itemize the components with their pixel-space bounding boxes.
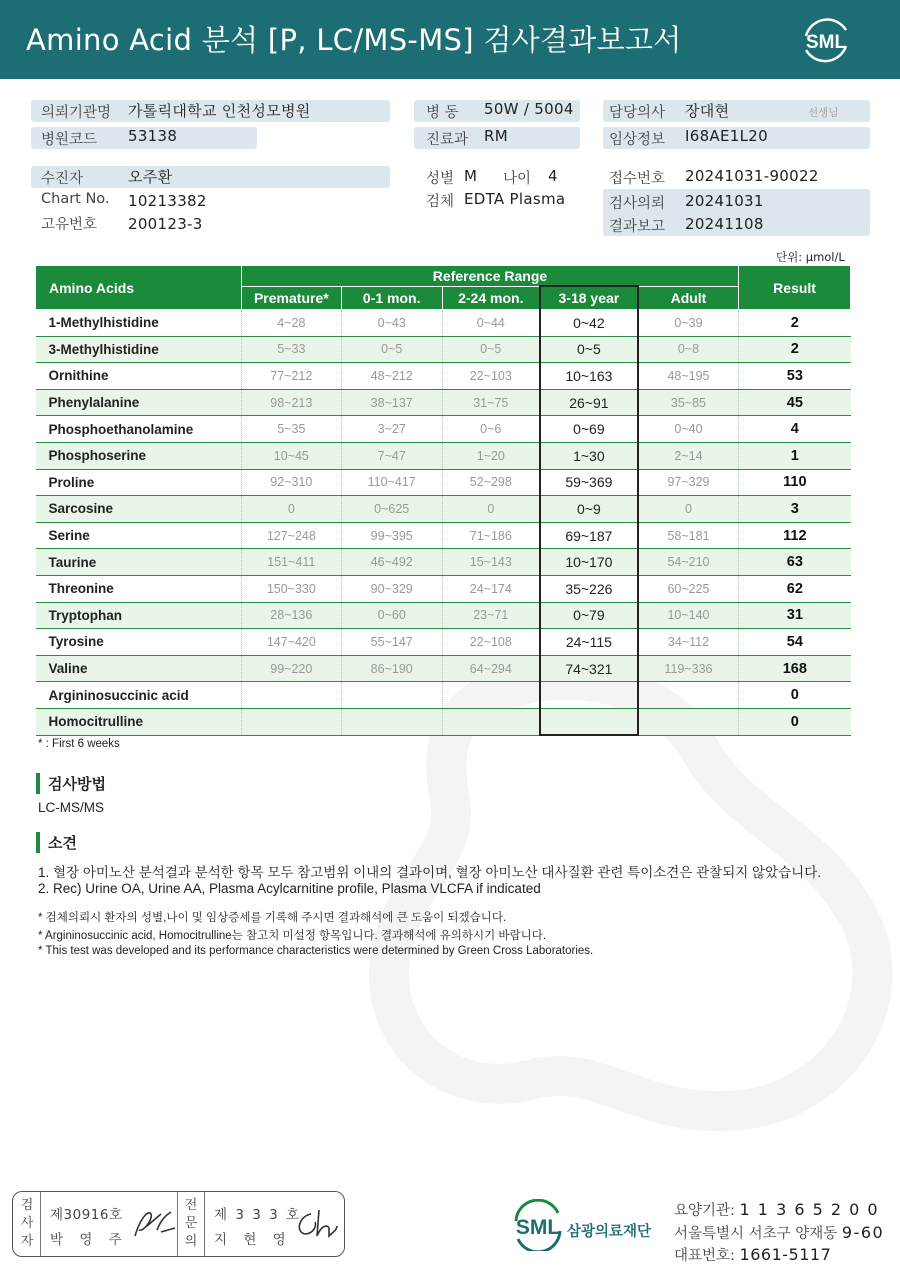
institution-label: 의뢰기관명 [41,105,112,121]
amino-acid-name: Tryptophan [36,602,242,629]
range-3-18year: 24~115 [540,629,638,656]
signature-box [12,1191,345,1257]
chart-no-label: Chart No. [41,191,110,207]
amino-acid-name: Homocitrulline [36,708,242,735]
adult-range [638,708,739,735]
adult-range: 97~329 [638,469,739,496]
range-0-1mon: 3~27 [341,416,442,443]
col-adult-header: Adult [638,286,739,309]
premature-range: 127~248 [241,522,341,549]
range-3-18year: 0~42 [540,310,638,337]
specimen-label: 검체 [426,194,455,210]
examiner-signature-icon [131,1206,177,1242]
report-date-value: 20241108 [685,215,764,233]
premature-range: 151~411 [241,549,341,576]
adult-range: 54~210 [638,549,739,576]
table-footnote: * : First 6 weeks [38,738,120,750]
table-row [36,442,851,469]
unique-no-label: 고유번호 [41,217,98,233]
table-row [36,549,851,576]
amino-table-body [36,310,851,736]
range-0-1mon: 110~417 [341,469,442,496]
range-3-18year: 0~79 [540,602,638,629]
premature-range: 99~220 [241,655,341,682]
note-line-1: * 검체의뢰시 환자의 성별,나이 및 임상증세를 기록해 주시면 결과해석에 큰 도움이 되겠습니다. [38,912,507,924]
hospital-code-label: 병원코드 [41,132,98,148]
finding-line-2: 2. Rec) Urine OA, Urine AA, Plasma Acylcarnitine profile, Plasma VLCFA if indicated [38,881,541,896]
premature-range: 28~136 [241,602,341,629]
premature-range: 98~213 [241,389,341,416]
result-value: 2 [739,310,851,337]
report-title: Amino Acid 분석 [P, LC/MS-MS] 검사결과보고서 [26,23,682,57]
range-0-1mon: 38~137 [341,389,442,416]
clinical-label: 임상정보 [609,132,666,148]
range-2-24mon: 15~143 [442,549,540,576]
table-row [36,389,851,416]
range-0-1mon: 0~5 [341,336,442,363]
premature-range: 4~28 [241,310,341,337]
adult-range: 10~140 [638,602,739,629]
receipt-label: 접수번호 [609,171,666,187]
col-3-18year-header: 3-18 year [540,286,638,309]
range-0-1mon: 46~492 [341,549,442,576]
patient-name-value: 오주환 [128,168,173,186]
sex-value: M [464,167,478,185]
footer-org-name: 삼광의료재단 [567,1224,652,1240]
range-2-24mon: 22~108 [442,629,540,656]
specimen-value: EDTA Plasma [464,190,566,208]
specialist-number: 제 3 3 3 호 [214,1207,302,1223]
adult-range [638,682,739,709]
adult-range: 34~112 [638,629,739,656]
result-value: 168 [739,655,851,682]
adult-range: 48~195 [638,363,739,390]
note-line-3: * This test was developed and its performance characteristics were determined by Green Cross Laboratories. [38,945,594,957]
examiner-number: 제30916호 [50,1207,123,1223]
range-3-18year: 10~163 [540,363,638,390]
table-row [36,522,851,549]
table-row [36,310,851,337]
result-value: 3 [739,496,851,523]
svg-text:SML: SML [515,1216,561,1239]
col-2-24mon-header: 2-24 mon. [442,286,540,309]
doctor-label: 담당의사 [609,105,666,121]
dept-value: RM [484,127,508,145]
table-row [36,655,851,682]
result-value: 110 [739,469,851,496]
chart-no-value: 10213382 [128,192,207,210]
finding-line-1: 1. 혈장 아미노산 분석결과 분석한 항목 모두 참고범위 이내의 결과이며, 혈장 아미노산 대사질환 관련 특이소견은 관찰되지 않았습니다. [38,865,821,880]
range-2-24mon: 0 [442,496,540,523]
result-value: 62 [739,575,851,602]
amino-acid-name: Threonine [36,575,242,602]
adult-range: 60~225 [638,575,739,602]
adult-range: 0~8 [638,336,739,363]
sml-logo-icon [798,12,854,68]
age-label: 나이 [503,171,532,187]
range-3-18year [540,682,638,709]
result-value: 1 [739,442,851,469]
dept-label: 진료과 [426,132,469,148]
range-3-18year: 35~226 [540,575,638,602]
specialist-name: 지 현 영 [214,1232,292,1248]
request-date-value: 20241031 [685,192,764,210]
adult-range: 0~39 [638,310,739,337]
range-2-24mon: 0~6 [442,416,540,443]
ward-label: 병 동 [426,105,459,121]
range-3-18year: 0~5 [540,336,638,363]
table-row [36,682,851,709]
report-date-label: 결과보고 [609,219,666,235]
institution-code: 요양기관: 1 1 3 6 5 2 0 0 [674,1200,880,1219]
sex-label: 성별 [426,171,455,187]
range-0-1mon: 86~190 [341,655,442,682]
premature-range: 5~35 [241,416,341,443]
range-0-1mon: 0~43 [341,310,442,337]
adult-range: 58~181 [638,522,739,549]
amino-acid-name: Phosphoserine [36,442,242,469]
examiner-label: 검 사 자 [20,1198,34,1249]
range-0-1mon: 7~47 [341,442,442,469]
result-value: 63 [739,549,851,576]
amino-acid-name: Tyrosine [36,629,242,656]
result-value: 112 [739,522,851,549]
premature-range: 77~212 [241,363,341,390]
age-value: 4 [548,167,558,185]
range-3-18year [540,708,638,735]
range-0-1mon: 0~60 [341,602,442,629]
doctor-value: 장대현 [685,102,730,120]
amino-acid-name: Phosphoethanolamine [36,416,242,443]
footer-sml-logo-icon [510,1199,566,1251]
adult-range: 35~85 [638,389,739,416]
table-row [36,496,851,523]
amino-acid-name: Ornithine [36,363,242,390]
premature-range: 92~310 [241,469,341,496]
result-value: 53 [739,363,851,390]
range-3-18year: 74~321 [540,655,638,682]
col-premature-header: Premature* [241,286,341,309]
col-0-1mon-header: 0-1 mon. [341,286,442,309]
amino-acid-name: Valine [36,655,242,682]
amino-acid-table [35,265,851,736]
table-row [36,708,851,735]
table-row [36,469,851,496]
clinical-value: I68AE1L20 [685,127,768,145]
result-header: Result [739,266,851,310]
range-0-1mon: 90~329 [341,575,442,602]
amino-acid-name: 1-Methylhistidine [36,310,242,337]
range-2-24mon: 23~71 [442,602,540,629]
patient-name-label: 수진자 [41,171,84,187]
range-0-1mon: 55~147 [341,629,442,656]
range-2-24mon: 1~20 [442,442,540,469]
hospital-code-value: 53138 [128,127,178,145]
report-header [0,0,900,79]
examiner-name: 박 영 주 [50,1232,128,1248]
table-row [36,363,851,390]
range-3-18year: 10~170 [540,549,638,576]
specialist-signature-icon [293,1206,339,1242]
range-3-18year: 1~30 [540,442,638,469]
range-2-24mon: 22~103 [442,363,540,390]
range-3-18year: 69~187 [540,522,638,549]
premature-range [241,708,341,735]
table-row [36,336,851,363]
range-3-18year: 0~69 [540,416,638,443]
adult-range: 0 [638,496,739,523]
result-value: 45 [739,389,851,416]
range-2-24mon [442,682,540,709]
amino-acid-name: Taurine [36,549,242,576]
specialist-label: 전 문 의 [184,1198,198,1249]
table-row [36,416,851,443]
doctor-suffix: 선생님 [808,107,839,119]
footer-address: 서울특별시 서초구 양재동 9-60 [674,1223,885,1242]
range-3-18year: 26~91 [540,389,638,416]
result-value: 4 [739,416,851,443]
range-2-24mon: 31~75 [442,389,540,416]
amino-acid-name: 3-Methylhistidine [36,336,242,363]
patient-bar [31,166,390,188]
institution-value: 가톨릭대학교 인천성모병원 [128,102,311,120]
amino-acids-header: Amino Acids [36,266,242,310]
method-text: LC-MS/MS [38,800,105,815]
result-value: 0 [739,682,851,709]
range-2-24mon: 0~44 [442,310,540,337]
unit-label: 단위: μmol/L [776,250,845,264]
note-line-2: * Argininosuccinic acid, Homocitrulline는 참고치 미설정 항목입니다. 결과해석에 유의하시기 바랍니다. [38,930,547,942]
range-0-1mon: 0~625 [341,496,442,523]
amino-acid-name: Phenylalanine [36,389,242,416]
footer-phone: 대표번호: 1661-5117 [674,1245,832,1264]
adult-range: 0~40 [638,416,739,443]
range-2-24mon: 0~5 [442,336,540,363]
adult-range: 119~336 [638,655,739,682]
range-0-1mon: 99~395 [341,522,442,549]
amino-acid-name: Proline [36,469,242,496]
table-row [36,575,851,602]
findings-title: 소견 [36,832,77,853]
result-value: 54 [739,629,851,656]
range-2-24mon: 24~174 [442,575,540,602]
premature-range: 5~33 [241,336,341,363]
range-0-1mon [341,708,442,735]
premature-range: 150~330 [241,575,341,602]
premature-range [241,682,341,709]
premature-range: 147~420 [241,629,341,656]
range-0-1mon [341,682,442,709]
ward-value: 50W / 5004 [484,100,574,118]
result-value: 0 [739,708,851,735]
table-row [36,629,851,656]
adult-range: 2~14 [638,442,739,469]
amino-acid-name: Argininosuccinic acid [36,682,242,709]
unique-no-value: 200123-3 [128,215,203,233]
request-date-label: 검사의뢰 [609,196,666,212]
reference-range-header: Reference Range [241,266,738,287]
premature-range: 0 [241,496,341,523]
receipt-value: 20241031-90022 [685,167,819,185]
range-3-18year: 59~369 [540,469,638,496]
range-2-24mon [442,708,540,735]
method-title: 검사방법 [36,773,106,794]
range-2-24mon: 71~186 [442,522,540,549]
range-3-18year: 0~9 [540,496,638,523]
range-0-1mon: 48~212 [341,363,442,390]
range-2-24mon: 64~294 [442,655,540,682]
amino-acid-name: Sarcosine [36,496,242,523]
premature-range: 10~45 [241,442,341,469]
range-2-24mon: 52~298 [442,469,540,496]
svg-text:SML: SML [805,32,847,53]
table-row [36,602,851,629]
result-value: 2 [739,336,851,363]
amino-acid-name: Serine [36,522,242,549]
result-value: 31 [739,602,851,629]
